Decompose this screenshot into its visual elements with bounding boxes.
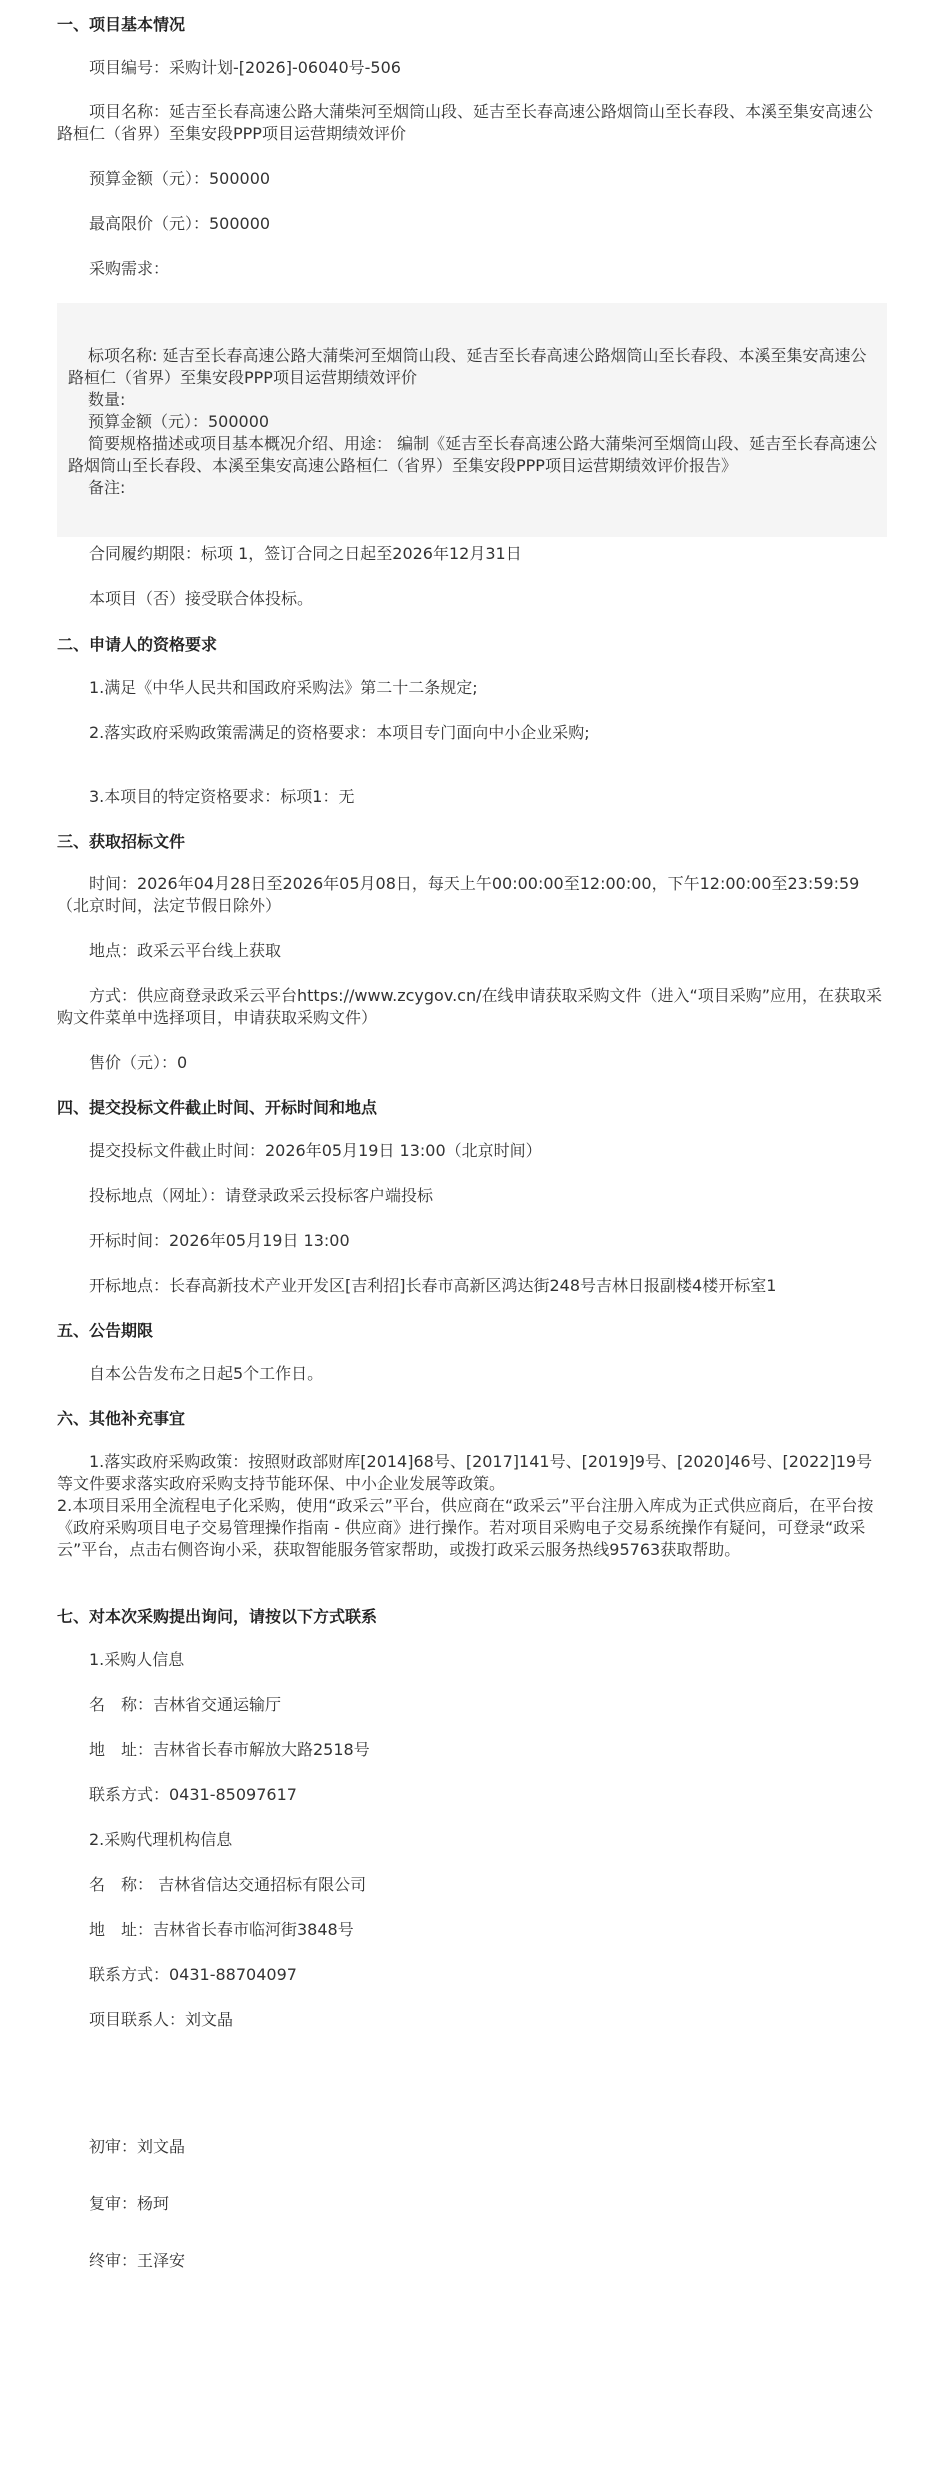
section-title-contact: 七、对本次采购提出询问，请按以下方式联系 xyxy=(57,1607,378,1626)
qualification-3: 3.本项目的特定资格要求：标项1：无 xyxy=(89,787,355,806)
project-name: 项目名称：延吉至长春高速公路大蒲柴河至烟筒山段、延吉至长春高速公路烟筒山至长春段、本溪至集安高速公路桓仁（省界）至集安段PPP项目运营期绩效评价 xyxy=(57,102,874,143)
agent-info-title: 2.采购代理机构信息 xyxy=(89,1830,233,1849)
section-title-submission: 四、提交投标文件截止时间、开标时间和地点 xyxy=(57,1098,378,1117)
bid-place: 投标地点（网址）：请登录政采云投标客户端投标 xyxy=(89,1186,434,1205)
final-review: 终审：王泽安 xyxy=(89,2251,186,2270)
demand-label: 采购需求： xyxy=(89,259,170,278)
qualification-1: 1.满足《中华人民共和国政府采购法》第二十二条规定; xyxy=(89,678,478,697)
budget-amount: 预算金额（元）：500000 xyxy=(89,169,271,188)
buyer-address: 地 址：吉林省长春市解放大路2518号 xyxy=(89,1740,370,1759)
submission-deadline: 提交投标文件截止时间：2026年05月19日 13:00（北京时间） xyxy=(89,1141,542,1160)
first-review: 初审：刘文晶 xyxy=(89,2137,186,2156)
other-electronic-procurement: 2.本项目采用全流程电子化采购，使用“政采云”平台，供应商在“政采云”平台注册入库成为正式供应商后，在平台按《政府采购项目电子交易管理操作指南 - 供应商》进行操作。若对项目采购电子交易系统操作有疑问，可登录“政采云”平台，点击右侧咨询小采，获取智能服务管家帮助，或拨打政采云服务热线95763获取帮助。 xyxy=(57,1496,874,1559)
buyer-name: 名 称：吉林省交通运输厅 xyxy=(89,1695,282,1714)
obtain-method: 方式：供应商登录政采云平台https://www.zcygov.cn/在线申请获取采购文件（进入“项目采购”应用，在获取采购文件菜单中选择项目，申请获取采购文件） xyxy=(57,986,883,1027)
obtain-place: 地点：政采云平台线上获取 xyxy=(89,941,282,960)
demand-quantity: 数量: xyxy=(88,390,126,409)
open-time: 开标时间：2026年05月19日 13:00 xyxy=(89,1231,350,1250)
obtain-time: 时间：2026年04月28日至2026年05月08日，每天上午00:00:00至12:00:00，下午12:00:00至23:59:59（北京时间，法定节假日除外） xyxy=(57,874,860,915)
agent-name: 名 称： 吉林省信达交通招标有限公司 xyxy=(89,1875,367,1894)
qualification-2: 2.落实政府采购政策需满足的资格要求：本项目专门面向中小企业采购; xyxy=(89,723,590,742)
section-title-qualification: 二、申请人的资格要求 xyxy=(57,635,218,654)
open-place: 开标地点：长春高新技术产业开发区[吉利招]长春市高新区鸿达街248号吉林日报副楼4楼开标室1 xyxy=(89,1276,777,1295)
agent-address: 地 址：吉林省长春市临河街3848号 xyxy=(89,1920,354,1939)
demand-remark: 备注: xyxy=(88,478,126,497)
consortium-statement: 本项目（否）接受联合体投标。 xyxy=(89,589,314,608)
agent-phone: 联系方式：0431-88704097 xyxy=(89,1965,297,1984)
project-contact: 项目联系人：刘文晶 xyxy=(89,2010,234,2029)
section-title-notice-period: 五、公告期限 xyxy=(57,1321,154,1340)
second-review: 复审：杨珂 xyxy=(89,2194,170,2213)
buyer-phone: 联系方式：0431-85097617 xyxy=(89,1785,297,1804)
project-number: 项目编号：采购计划-[2026]-06040号-506 xyxy=(89,58,401,77)
other-policy: 1.落实政府采购政策：按照财政部财库[2014]68号、[2017]141号、[2019]9号、[2020]46号、[2022]19号等文件要求落实政府采购支持节能环保、中小企业发展等政策。 xyxy=(57,1452,873,1493)
section-title-obtain-docs: 三、获取招标文件 xyxy=(57,832,186,851)
max-price: 最高限价（元）：500000 xyxy=(89,214,271,233)
section-title-other-matters: 六、其他补充事宜 xyxy=(57,1409,186,1428)
demand-lot-name: 标项名称: 延吉至长春高速公路大蒲柴河至烟筒山段、延吉至长春高速公路烟筒山至长春段、本溪至集安高速公路桓仁（省界）至集安段PPP项目运营期绩效评价 xyxy=(68,346,867,387)
demand-description: 简要规格描述或项目基本概况介绍、用途： 编制《延吉至长春高速公路大蒲柴河至烟筒山段、延吉至长春高速公路烟筒山至长春段、本溪至集安高速公路桓仁（省界）至集安段PPP项目运营期绩效评价报告》 xyxy=(68,434,878,475)
demand-budget: 预算金额（元）：500000 xyxy=(88,412,270,431)
section-title-basic-info: 一、项目基本情况 xyxy=(57,15,186,34)
notice-period: 自本公告发布之日起5个工作日。 xyxy=(89,1364,324,1383)
buyer-info-title: 1.采购人信息 xyxy=(89,1650,185,1669)
document-price: 售价（元）：0 xyxy=(89,1053,188,1072)
contract-period: 合同履约期限：标项 1，签订合同之日起至2026年12月31日 xyxy=(89,544,522,563)
